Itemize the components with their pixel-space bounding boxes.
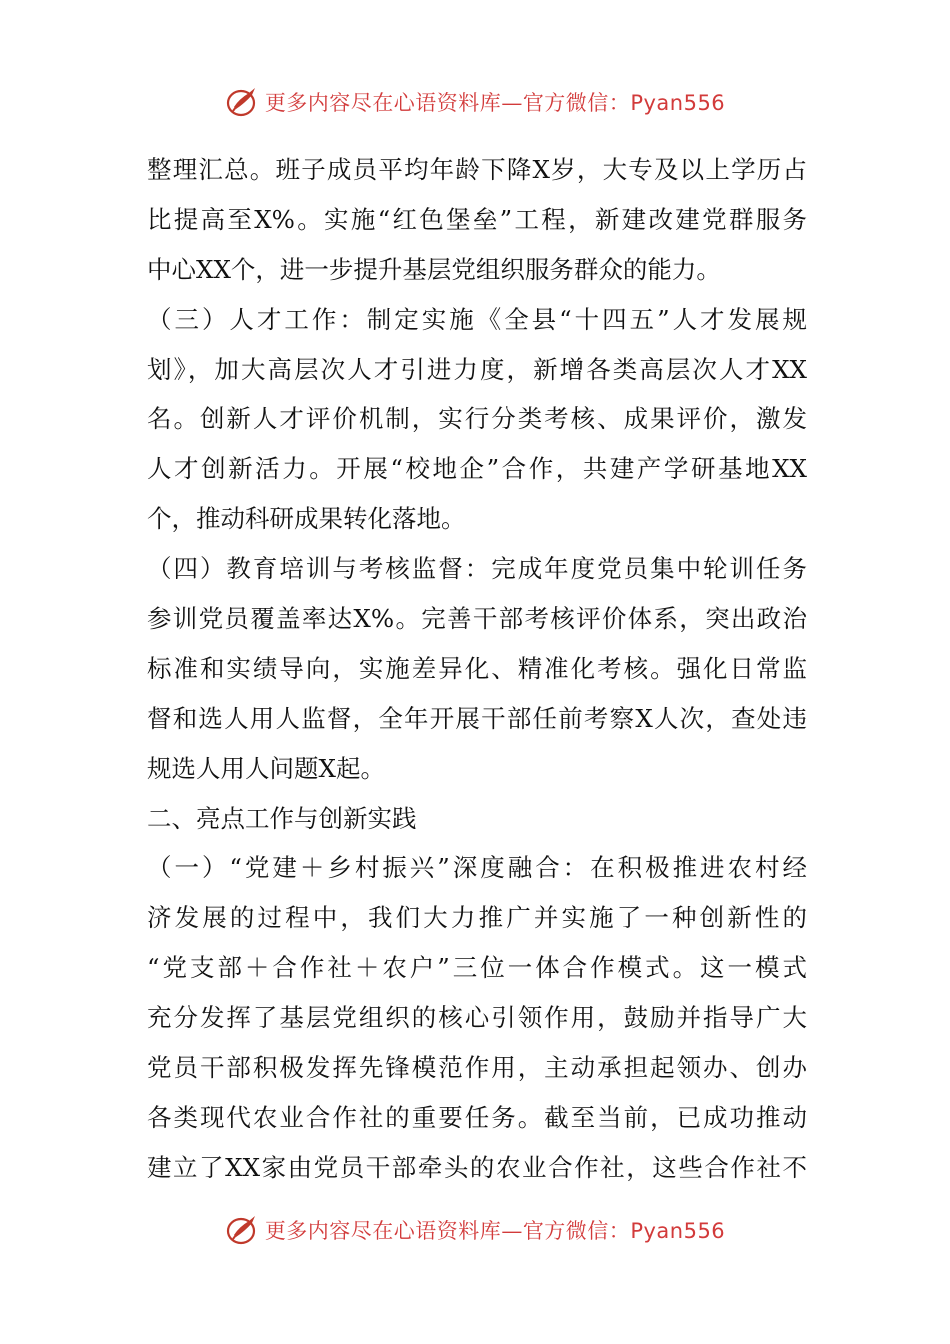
text-line: 充分发挥了基层党组织的核心引领作用，鼓励并指导广大	[147, 1003, 807, 1033]
section-heading-training: （四）教育培训与考核监督：完成年度党员集中轮训任务	[147, 554, 807, 584]
text-line: 人才创新活力。开展“校地企”合作，共建产学研基地XX	[147, 454, 807, 484]
header-text: 更多内容尽在心语资料库—官方微信：Pyan556	[264, 91, 726, 115]
text-line: 规选人用人问题X起。	[147, 753, 385, 783]
text-line: 个，推动科研成果转化落地。	[147, 504, 466, 534]
pen-logo-icon	[225, 1213, 261, 1247]
section-heading-rural: （一）“党建＋乡村振兴”深度融合：在积极推进农村经	[147, 853, 807, 883]
text-line: 济发展的过程中，我们大力推广并实施了一种创新性的	[147, 903, 807, 933]
section-heading-talent: （三）人才工作：制定实施《全县“十四五”人才发展规	[147, 304, 807, 334]
footer-banner	[0, 1210, 950, 1250]
text-line: 整理汇总。班子成员平均年龄下降X岁，大专及以上学历占	[147, 155, 807, 184]
text-line: 比提高至X%。实施“红色堡垒”工程，新建改建党群服务	[147, 204, 807, 234]
text-line: 党员干部积极发挥先锋模范作用，主动承担起领办、创办	[147, 1053, 807, 1083]
text-line: 中心XX个，进一步提升基层党组织服务群众的能力。	[147, 254, 721, 284]
wechat-account: Pyan556	[630, 1219, 726, 1243]
wechat-account: Pyan556	[630, 91, 726, 115]
chapter-heading-highlights: 二、亮点工作与创新实践	[147, 803, 417, 833]
text-line: “党支部＋合作社＋农户”三位一体合作模式。这一模式	[147, 953, 807, 983]
text-line: 督和选人用人监督，全年开展干部任前考察X人次，查处违	[147, 703, 807, 733]
text-line: 划》，加大高层次人才引进力度，新增各类高层次人才XX	[147, 354, 807, 384]
header-banner	[0, 82, 950, 122]
text-line: 标准和实绩导向，实施差异化、精准化考核。强化日常监	[147, 653, 807, 683]
text-line: 名。创新人才评价机制，实行分类考核、成果评价，激发	[147, 404, 807, 434]
footer-text: 更多内容尽在心语资料库—官方微信：Pyan556	[264, 1219, 726, 1243]
text-line: 建立了XX家由党员干部牵头的农业合作社，这些合作社不	[147, 1152, 807, 1182]
document-body	[147, 145, 807, 1193]
text-line: 各类现代农业合作社的重要任务。截至当前，已成功推动	[147, 1102, 807, 1132]
pen-logo-icon	[225, 85, 261, 119]
text-line: 参训党员覆盖率达X%。完善干部考核评价体系，突出政治	[147, 604, 807, 634]
